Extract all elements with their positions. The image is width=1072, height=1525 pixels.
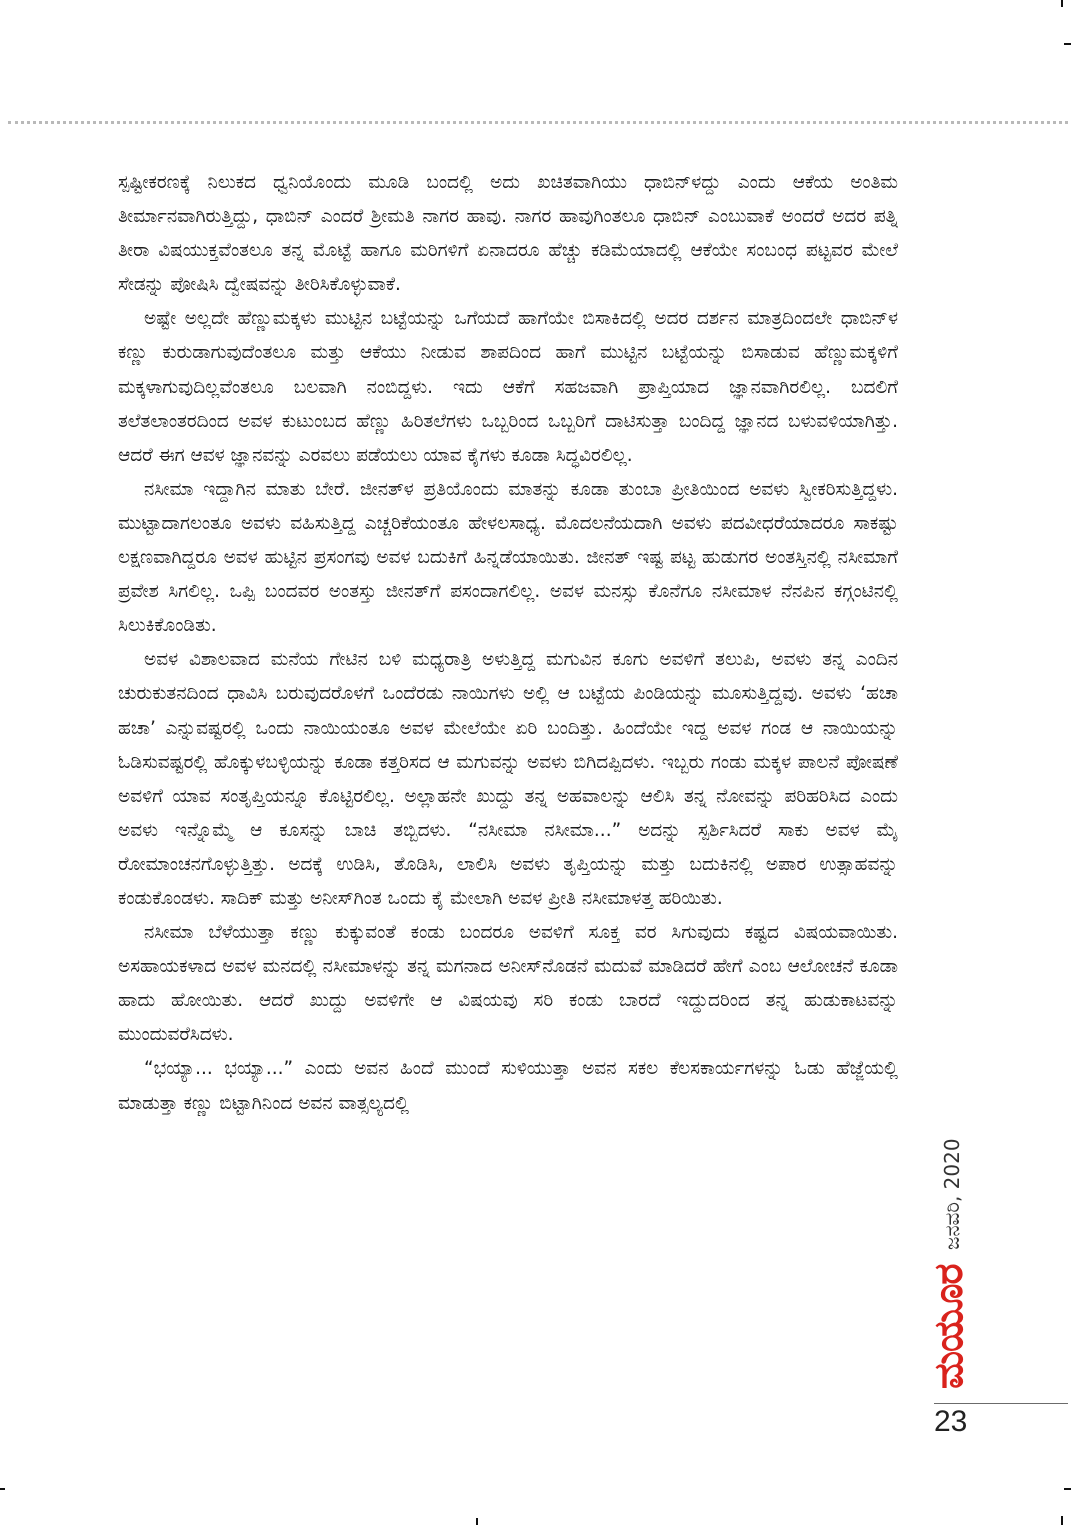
header-dotted-rule xyxy=(8,121,1068,124)
page-number: 23 xyxy=(934,1405,968,1438)
paragraph: ಸ್ಪಷ್ಟೀಕರಣಕ್ಕೆ ನಿಲುಕದ ಧ್ವನಿಯೊಂದು ಮೂಡಿ ಬಂದಲ್ಲಿ ಅದು ಖಚಿತವಾಗಿಯು ಧಾಬಿನ್‌ಳದ್ದು ಎಂದು ಆಕೆಯ ಅಂತಿಮ ತೀರ್ಮಾನವಾಗಿರುತ್ತಿದ್ದು, ಧಾಬಿನ್ ಎಂದರೆ ಶ್ರೀಮತಿ ನಾಗರ ಹಾವು. ನಾಗರ ಹಾವುಗಿಂತಲೂ ಧಾಬಿನ್ ಎಂಬುವಾಕೆ ಅಂದರೆ ಅದರ ಪತ್ನಿ ತೀರಾ ವಿಷಯುಕ್ತವೆಂತಲೂ ತನ್ನ ಮೊಟ್ಟೆ ಹಾಗೂ ಮರಿಗಳಿಗೆ ಏನಾದರೂ ಹೆಚ್ಚು ಕಡಿಮೆಯಾದಲ್ಲಿ ಆಕೆಯೇ ಸಂಬಂಧ ಪಟ್ಟವರ ಮೇಲೆ ಸೇಡನ್ನು ಪೋಷಿಸಿ ದ್ವೇಷವನ್ನು ತೀರಿಸಿಕೊಳ್ಳುವಾಕೆ. xyxy=(118,172,898,296)
paragraph: ನಸೀಮಾ ಬೆಳೆಯುತ್ತಾ ಕಣ್ಣು ಕುಕ್ಕುವಂತೆ ಕಂಡು ಬಂದರೂ ಅವಳಿಗೆ ಸೂಕ್ತ ವರ ಸಿಗುವುದು ಕಷ್ಟದ ವಿಷಯವಾಯಿತು. ಅಸಹಾಯಕಳಾದ ಅವಳ ಮನದಲ್ಲಿ ನಸೀಮಾಳನ್ನು ತನ್ನ ಮಗನಾದ ಅನೀಸ್‌ನೊಡನೆ ಮದುವೆ ಮಾಡಿದರೆ ಹೇಗೆ ಎಂಬ ಆಲೋಚನೆ ಕೂಡಾ ಹಾದು ಹೋಯಿತು. ಆದರೆ ಖುದ್ದು ಅವಳಿಗೇ ಆ ವಿಷಯವು ಸರಿ ಕಂಡು ಬಾರದೆ ಇದ್ದುದರಿಂದ ತನ್ನ ಹುಡುಕಾಟವನ್ನು ಮುಂದುವರೆಸಿದಳು. xyxy=(118,922,898,1046)
issue-date: ಜನವರಿ, 2020 xyxy=(940,1138,964,1250)
crop-mark-top-right xyxy=(1064,43,1071,45)
paragraph: “ಭಯ್ಯಾ... ಭಯ್ಯಾ...” ಎಂದು ಅವನ ಹಿಂದೆ ಮುಂದೆ ಸುಳಿಯುತ್ತಾ ಅವನ ಸಕಲ ಕೆಲಸಕಾರ್ಯಗಳನ್ನು ಓಡು ಹೆಜ್ಜೆಯಲ್ಲಿ ಮಾಡುತ್ತಾ ಕಣ್ಣು ಬಿಟ್ಟಾಗಿನಿಂದ ಅವನ ವಾತ್ಸಲ್ಯದಲ್ಲಿ xyxy=(118,1058,898,1114)
article-body xyxy=(118,166,898,1406)
paragraph: ನಸೀಮಾ ಇದ್ದಾಗಿನ ಮಾತು ಬೇರೆ. ಜೀನತ್‌ಳ ಪ್ರತಿಯೊಂದು ಮಾತನ್ನು ಕೂಡಾ ತುಂಬಾ ಪ್ರೀತಿಯಿಂದ ಅವಳು ಸ್ವೀಕರಿಸುತ್ತಿದ್ದಳು. ಮುಟ್ಟಾದಾಗಲಂತೂ ಅವಳು ವಹಿಸುತ್ತಿದ್ದ ಎಚ್ಚರಿಕೆಯಂತೂ ಹೇಳಲಸಾಧ್ಯ. ಮೊದಲನೆಯದಾಗಿ ಅವಳು ಪದವೀಧರೆಯಾದರೂ ಸಾಕಷ್ಟು ಲಕ್ಷಣವಾಗಿದ್ದರೂ ಅವಳ ಹುಟ್ಟಿನ ಪ್ರಸಂಗವು ಅವಳ ಬದುಕಿಗೆ ಹಿನ್ನಡೆಯಾಯಿತು. ಜೀನತ್ ಇಷ್ಟ ಪಟ್ಟ ಹುಡುಗರ ಅಂತಸ್ತಿನಲ್ಲಿ ನಸೀಮಾಗೆ ಪ್ರವೇಶ ಸಿಗಲಿಲ್ಲ. ಒಪ್ಪಿ ಬಂದವರ ಅಂತಸ್ತು ಜೀನತ್‌ಗೆ ಪಸಂದಾಗಲಿಲ್ಲ. ಅವಳ ಮನಸ್ಸು ಕೊನೆಗೂ ನಸೀಮಾಳ ನೆನಪಿನ ಕಗ್ಗಂಟಿನಲ್ಲಿ ಸಿಲುಕಿಕೊಂಡಿತು. xyxy=(118,478,898,637)
crop-mark-bottom-right xyxy=(1064,1488,1071,1490)
crop-mark-bottom-center xyxy=(476,1518,478,1525)
crop-mark-bottom xyxy=(1061,1516,1063,1525)
paragraph: ಅಷ್ಟೇ ಅಲ್ಲದೇ ಹೆಣ್ಣುಮಕ್ಕಳು ಮುಟ್ಟಿನ ಬಟ್ಟೆಯನ್ನು ಒಗೆಯದೆ ಹಾಗೆಯೇ ಬಿಸಾಕಿದಲ್ಲಿ ಅದರ ದರ್ಶನ ಮಾತ್ರದಿಂದಲೇ ಧಾಬಿನ್‌ಳ ಕಣ್ಣು ಕುರುಡಾಗುವುದೆಂತಲೂ ಮತ್ತು ಆಕೆಯು ನೀಡುವ ಶಾಪದಿಂದ ಹಾಗೆ ಮುಟ್ಟಿನ ಬಟ್ಟೆಯನ್ನು ಬಿಸಾಡುವ ಹೆಣ್ಣುಮಕ್ಕಳಿಗೆ ಮಕ್ಕಳಾಗುವುದಿಲ್ಲವೆಂತಲೂ ಬಲವಾಗಿ ನಂಬಿದ್ದಳು. ಇದು ಆಕೆಗೆ ಸಹಜವಾಗಿ ಪ್ರಾಪ್ತಿಯಾದ ಜ್ಞಾನವಾಗಿರಲಿಲ್ಲ. ಬದಲಿಗೆ ತಲೆತಲಾಂತರದಿಂದ ಅವಳ ಕುಟುಂಬದ ಹೆಣ್ಣು ಹಿರಿತಲೆಗಳು ಒಬ್ಬರಿಂದ ಒಬ್ಬರಿಗೆ ದಾಟಿಸುತ್ತಾ ಬಂದಿದ್ದ ಜ್ಞಾನದ ಬಳುವಳಿಯಾಗಿತ್ತು. ಆದರೆ ಈಗ ಆವಳ ಜ್ಞಾನವನ್ನು ಎರವಲು ಪಡೆಯಲು ಯಾವ ಕೈಗಳು ಕೂಡಾ ಸಿದ್ಧವಿರಲಿಲ್ಲ. xyxy=(118,308,898,466)
crop-mark-bottom-left xyxy=(0,1488,5,1490)
crop-mark-top xyxy=(1061,0,1063,7)
magazine-brand: ಮಯೂರ xyxy=(926,1264,972,1390)
paragraph: ಅವಳ ವಿಶಾಲವಾದ ಮನೆಯ ಗೇಟಿನ ಬಳಿ ಮಧ್ಯರಾತ್ರಿ ಅಳುತ್ತಿದ್ದ ಮಗುವಿನ ಕೂಗು ಅವಳಿಗೆ ತಲುಪಿ, ಅವಳು ತನ್ನ ಎಂದಿನ ಚುರುಕುತನದಿಂದ ಧಾವಿಸಿ ಬರುವುದರೊಳಗೆ ಒಂದೆರಡು ನಾಯಿಗಳು ಅಲ್ಲಿ ಆ ಬಟ್ಟೆಯ ಪಿಂಡಿಯನ್ನು ಮೂಸುತ್ತಿದ್ದವು. ಅವಳು ‘ಹಚಾ ಹಚಾ’ ಎನ್ನುವಷ್ಟರಲ್ಲಿ ಒಂದು ನಾಯಿಯಂತೂ ಅವಳ ಮೇಲೆಯೇ ಏರಿ ಬಂದಿತ್ತು. ಹಿಂದೆಯೇ ಇದ್ದ ಅವಳ ಗಂಡ ಆ ನಾಯಿಯನ್ನು ಓಡಿಸುವಷ್ಟರಲ್ಲಿ ಹೊಕ್ಕುಳಬಳ್ಳಿಯನ್ನು ಕೂಡಾ ಕತ್ತರಿಸದ ಆ ಮಗುವನ್ನು ಅವಳು ಬಿಗಿದಪ್ಪಿದಳು. ಇಬ್ಬರು ಗಂಡು ಮಕ್ಕಳ ಪಾಲನೆ ಪೋಷಣೆ ಅವಳಿಗೆ ಯಾವ ಸಂತೃಪ್ತಿಯನ್ನೂ ಕೊಟ್ಟಿರಲಿಲ್ಲ. ಅಲ್ಲಾಹನೇ ಖುದ್ದು ತನ್ನ ಅಹವಾಲನ್ನು ಆಲಿಸಿ ತನ್ನ ನೋವನ್ನು ಪರಿಹರಿಸಿದ ಎಂದು ಅವಳು ಇನ್ನೊಮ್ಮೆ ಆ ಕೂಸನ್ನು ಬಾಚಿ ತಬ್ಬಿದಳು. “ನಸೀಮಾ ನಸೀಮಾ...” ಅದನ್ನು ಸ್ಪರ್ಶಿಸಿದರೆ ಸಾಕು ಅವಳ ಮೈ ರೋಮಾಂಚನಗೊಳ್ಳುತ್ತಿತ್ತು. ಅದಕ್ಕೆ ಉಡಿಸಿ, ತೊಡಿಸಿ, ಲಾಲಿಸಿ ಅವಳು ತೃಪ್ತಿಯನ್ನು ಮತ್ತು ಬದುಕಿನಲ್ಲಿ ಅಪಾರ ಉತ್ಸಾಹವನ್ನು ಕಂಡುಕೊಂಡಳು. ಸಾದಿಕ್ ಮತ್ತು ಅನೀಸ್‌ಗಿಂತ ಒಂದು ಕೈ ಮೇಲಾಗಿ ಅವಳ ಪ್ರೀತಿ ನಸೀಮಾಳತ್ತ ಹರಿಯಿತು. xyxy=(118,649,898,909)
